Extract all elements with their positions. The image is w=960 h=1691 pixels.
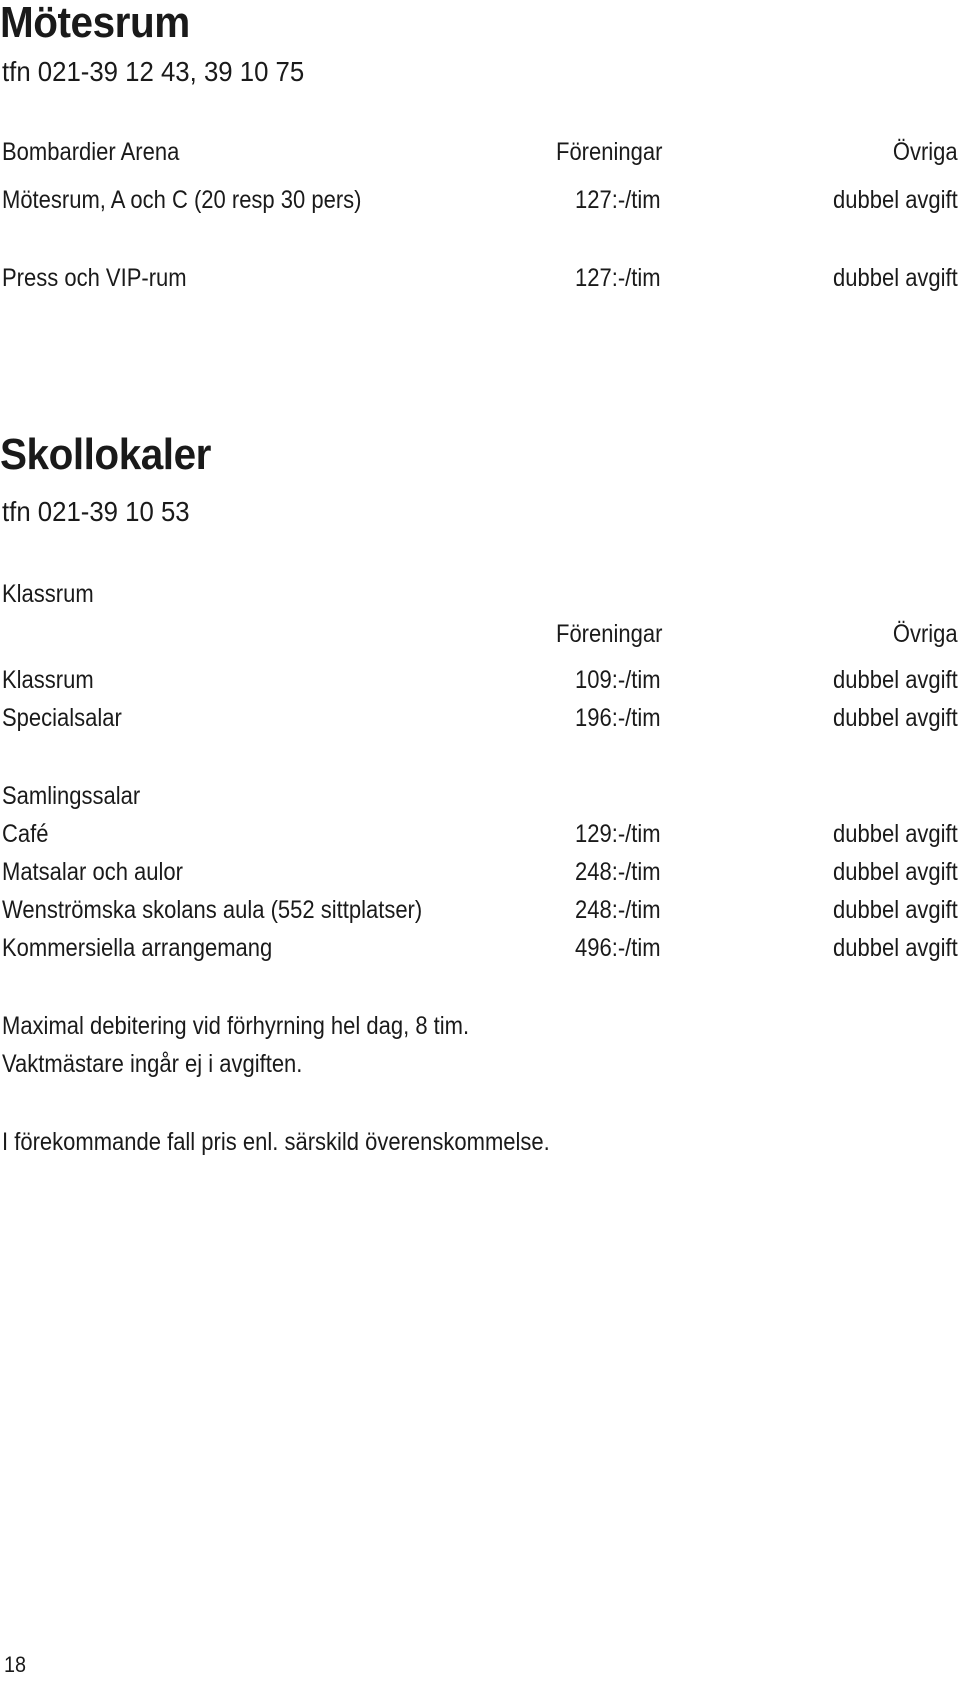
section-title-motesrum: Mötesrum: [0, 0, 190, 47]
motesrum-table-header: [0, 138, 960, 172]
table-row: [0, 820, 960, 854]
price-ovriga: dubbel avgift: [833, 934, 958, 962]
room-name: Kommersiella arrangemang: [2, 934, 273, 962]
room-name: Mötesrum, A och C (20 resp 30 pers): [2, 186, 362, 214]
room-name: Café: [2, 820, 49, 848]
price-ovriga: dubbel avgift: [833, 264, 958, 292]
section-title-skollokaler: Skollokaler: [0, 430, 211, 479]
room-name: Press och VIP-rum: [2, 264, 187, 292]
price-foreningar: 129:-/tim: [575, 820, 661, 848]
price-foreningar: 127:-/tim: [575, 186, 661, 214]
room-name: Wenströmska skolans aula (552 sittplatser): [2, 896, 423, 924]
room-name: Klassrum: [2, 666, 94, 694]
table-row: [0, 666, 960, 700]
price-ovriga: dubbel avgift: [833, 666, 958, 694]
table-row: [0, 704, 960, 738]
note-max-debitering: Maximal debitering vid förhyrning hel dag, 8 tim.: [2, 1012, 470, 1040]
col-foreningar: Föreningar: [556, 138, 663, 166]
skollokaler-phone: tfn 021-39 10 53: [2, 496, 190, 527]
col-ovriga: Övriga: [893, 620, 958, 648]
price-ovriga: dubbel avgift: [833, 704, 958, 732]
price-foreningar: 496:-/tim: [575, 934, 661, 962]
price-ovriga: dubbel avgift: [833, 820, 958, 848]
price-foreningar: 127:-/tim: [575, 264, 661, 292]
table-row: [0, 186, 960, 220]
skollokaler-table-header: [0, 620, 960, 654]
note-special-agreement: I förekommande fall pris enl. särskild överenskommelse.: [2, 1128, 550, 1156]
venue-label: Bombardier Arena: [2, 138, 180, 166]
price-foreningar: 196:-/tim: [575, 704, 661, 732]
col-ovriga: Övriga: [893, 138, 958, 166]
table-row: [0, 934, 960, 968]
samlingssalar-heading: Samlingssalar: [2, 782, 141, 810]
price-foreningar: 248:-/tim: [575, 858, 661, 886]
table-row: [0, 264, 960, 298]
room-name: Matsalar och aulor: [2, 858, 183, 886]
motesrum-phone: tfn 021-39 12 43, 39 10 75: [2, 56, 305, 87]
page-number: 18: [4, 1652, 27, 1677]
table-row: [0, 896, 960, 930]
note-vaktmastare: Vaktmästare ingår ej i avgiften.: [2, 1050, 303, 1078]
price-foreningar: 109:-/tim: [575, 666, 661, 694]
klassrum-heading: Klassrum: [2, 580, 94, 608]
room-name: Specialsalar: [2, 704, 122, 732]
price-ovriga: dubbel avgift: [833, 896, 958, 924]
price-ovriga: dubbel avgift: [833, 858, 958, 886]
price-foreningar: 248:-/tim: [575, 896, 661, 924]
table-row: [0, 858, 960, 892]
col-foreningar: Föreningar: [556, 620, 663, 648]
price-ovriga: dubbel avgift: [833, 186, 958, 214]
